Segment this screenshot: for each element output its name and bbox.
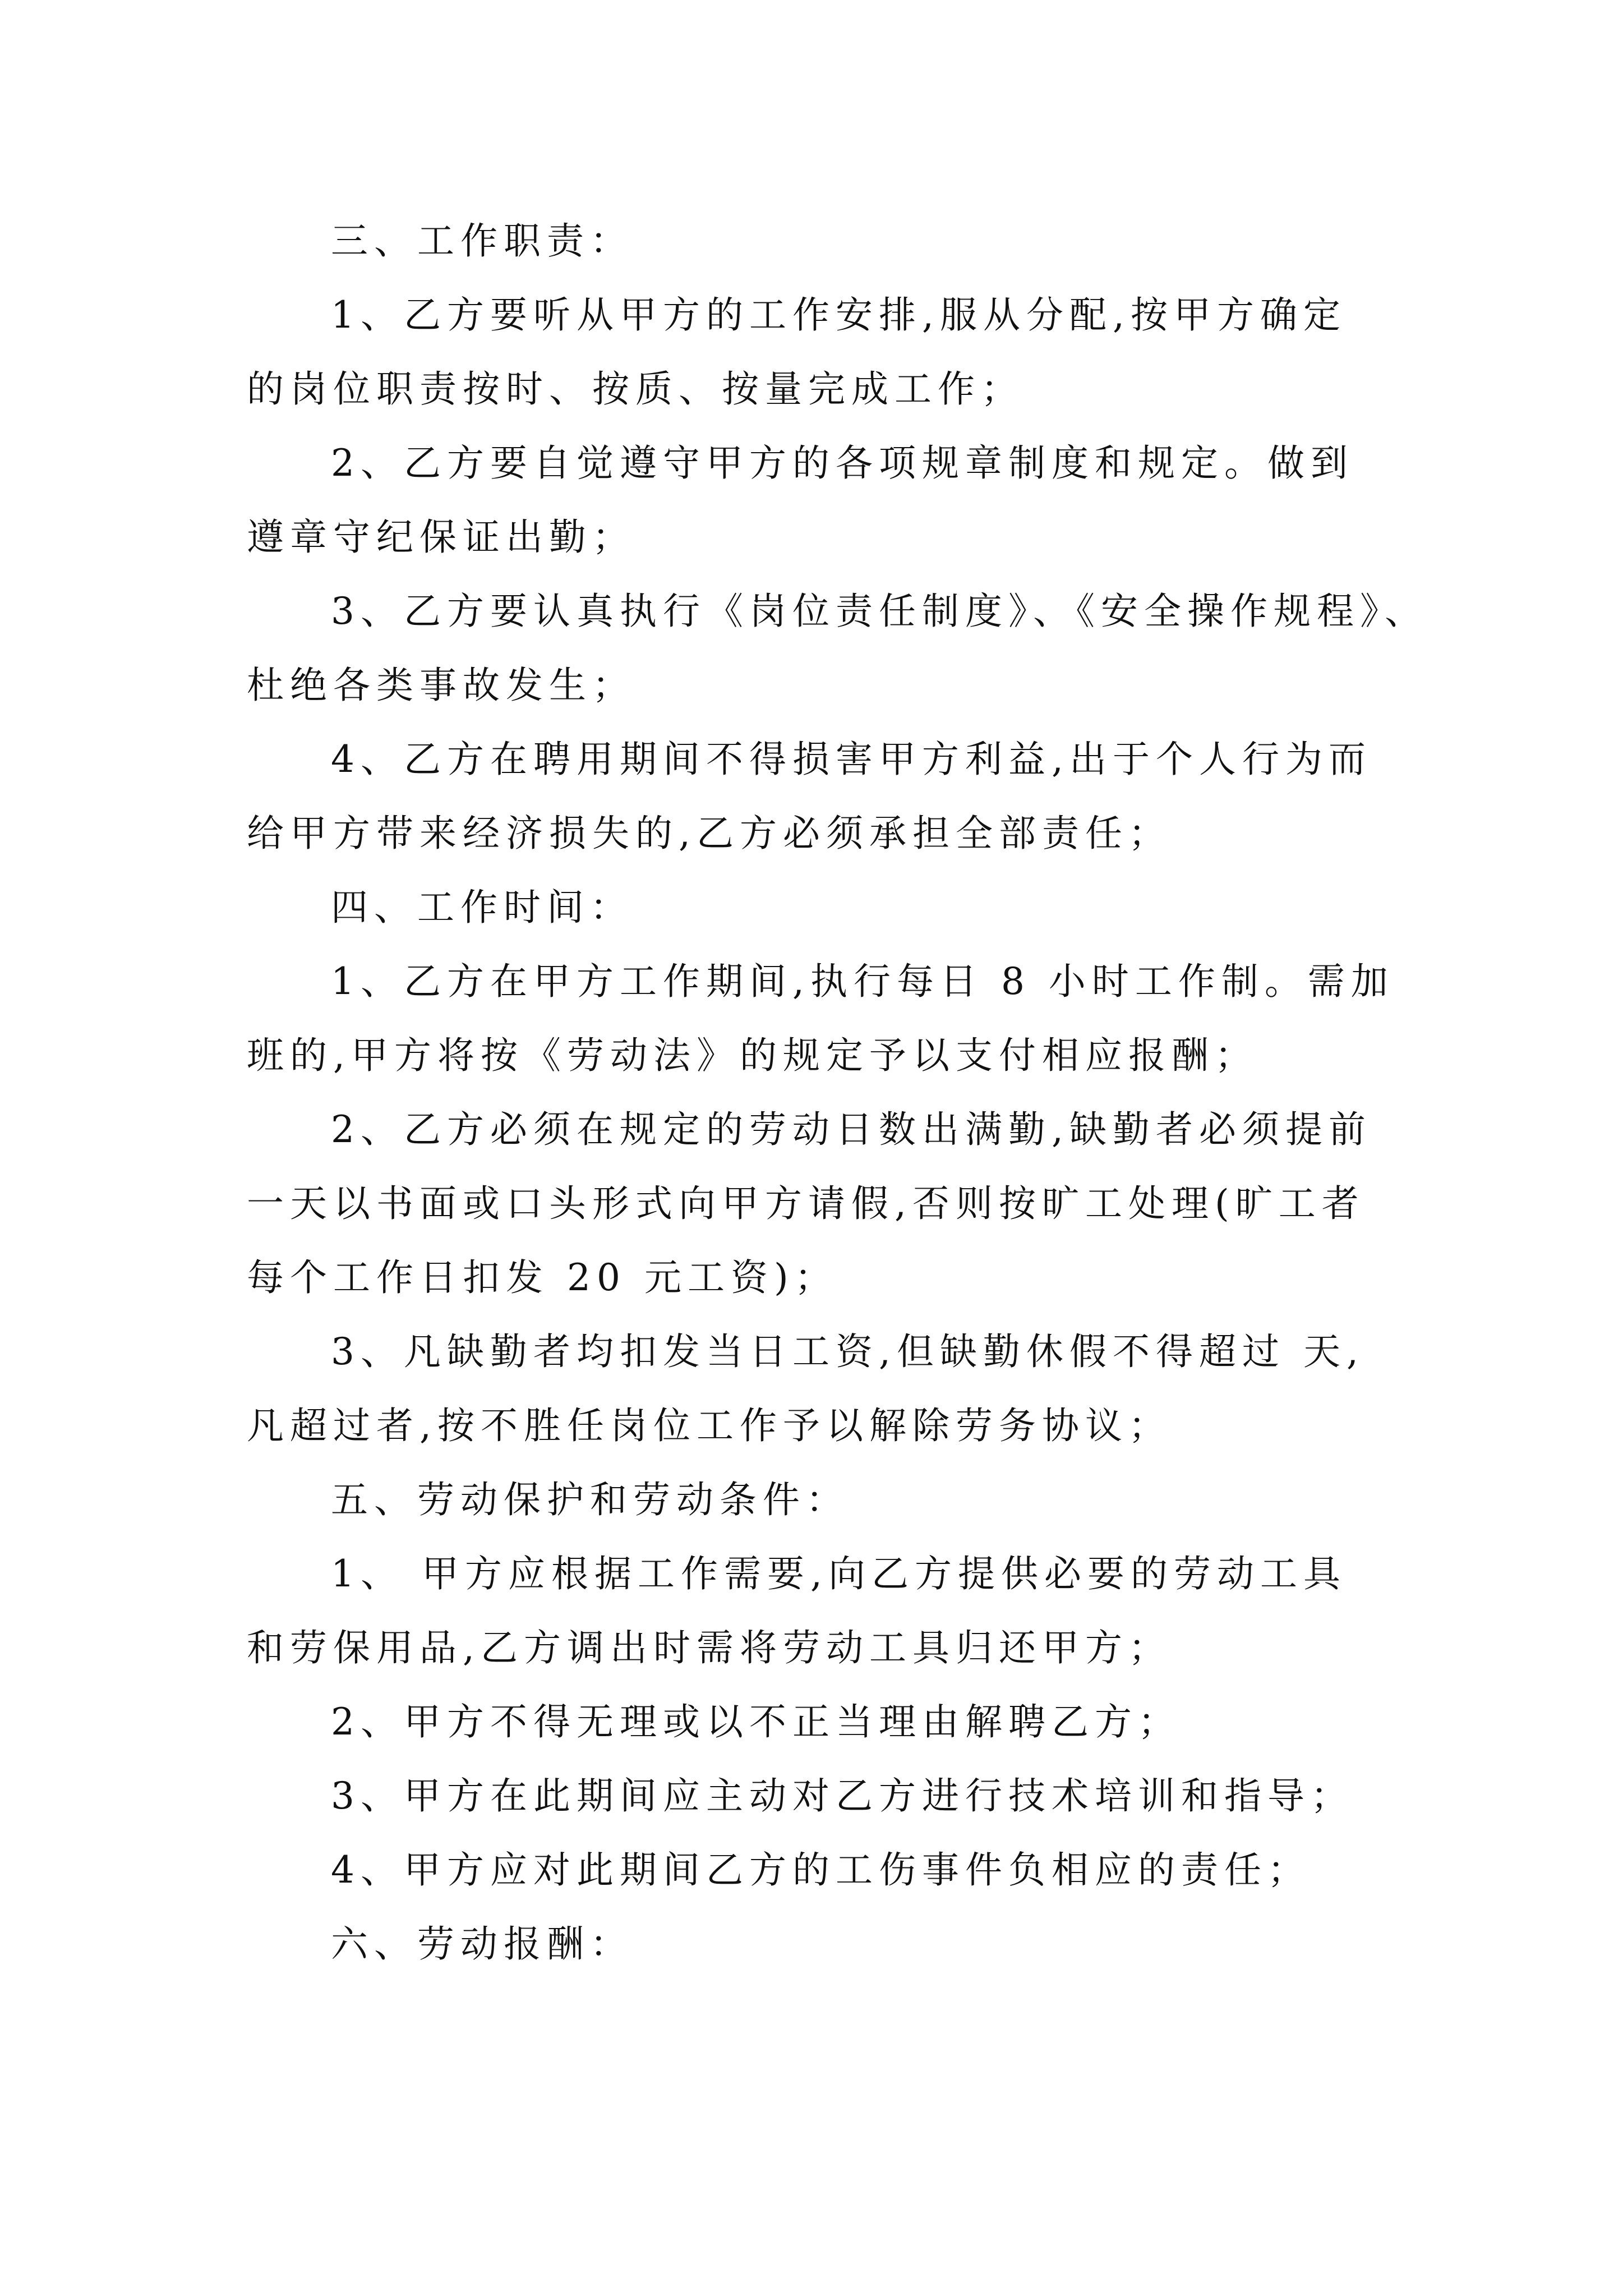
section-heading-working-hours: 四、工作时间： bbox=[331, 886, 633, 929]
clause-hours-2-line-3: 每个工作日扣发 20 元工资)； bbox=[247, 1256, 838, 1299]
clause-protection-2: 2、甲方不得无理或以不正当理由解聘乙方； bbox=[331, 1700, 1181, 1743]
clause-duty-2-line-2: 遵章守纪保证出勤； bbox=[247, 516, 635, 559]
clause-hours-3-line-1: 3、凡缺勤者均扣发当日工资,但缺勤休假不得超过 天, bbox=[331, 1330, 1364, 1373]
clause-protection-4: 4、甲方应对此期间乙方的工伤事件负相应的责任； bbox=[331, 1848, 1311, 1892]
clause-hours-1-line-1: 1、乙方在甲方工作期间,执行每日 8 小时工作制。需加 bbox=[331, 960, 1394, 1003]
clause-protection-3: 3、甲方在此期间应主动对乙方进行技术培训和指导； bbox=[331, 1774, 1354, 1818]
clause-duty-2-line-1: 2、乙方要自觉遵守甲方的各项规章制度和规定。做到 bbox=[331, 441, 1354, 485]
clause-protection-1-line-1: 1、 甲方应根据工作需要,向乙方提供必要的劳动工具 bbox=[331, 1552, 1347, 1595]
clause-duty-4-line-2: 给甲方带来经济损失的,乙方必须承担全部责任； bbox=[247, 812, 1172, 855]
clause-protection-1-line-2: 和劳保用品,乙方调出时需将劳动工具归还甲方； bbox=[247, 1626, 1172, 1669]
clause-duty-3-line-1: 3、乙方要认真执行《岗位责任制度》、《安全操作规程》、 bbox=[331, 590, 1428, 633]
clause-duty-3-line-2: 杜绝各类事故发生； bbox=[247, 664, 635, 707]
section-heading-remuneration: 六、劳动报酬： bbox=[331, 1922, 633, 1966]
clause-hours-2-line-2: 一天以书面或口头形式向甲方请假,否则按旷工处理(旷工者 bbox=[247, 1182, 1365, 1225]
clause-duty-1-line-1: 1、乙方要听从甲方的工作安排,服从分配,按甲方确定 bbox=[331, 293, 1347, 337]
section-heading-job-duties: 三、工作职责： bbox=[331, 219, 633, 263]
clause-hours-2-line-1: 2、乙方必须在规定的劳动日数出满勤,缺勤者必须提前 bbox=[331, 1108, 1372, 1151]
section-heading-labor-protection: 五、劳动保护和劳动条件： bbox=[331, 1478, 849, 1521]
clause-duty-4-line-1: 4、乙方在聘用期间不得损害甲方利益,出于个人行为而 bbox=[331, 738, 1372, 781]
clause-hours-1-line-2: 班的,甲方将按《劳动法》的规定予以支付相应报酬； bbox=[247, 1034, 1258, 1077]
clause-hours-3-line-2: 凡超过者,按不胜任岗位工作予以解除劳务协议； bbox=[247, 1404, 1172, 1447]
clause-duty-1-line-2: 的岗位职责按时、按质、按量完成工作； bbox=[247, 367, 1024, 411]
